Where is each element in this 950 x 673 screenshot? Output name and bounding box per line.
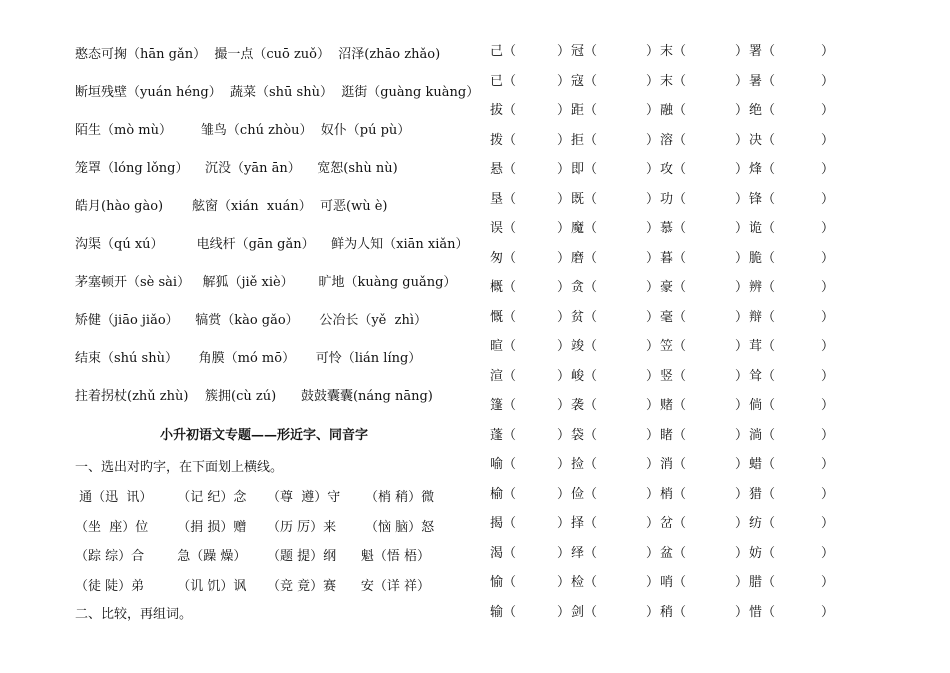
close-paren: ） <box>557 604 571 620</box>
close-paren: ） <box>821 604 835 620</box>
close-paren: ） <box>557 368 571 384</box>
compare-char: 寇（ <box>571 73 598 89</box>
compare-char: 淌（ <box>749 427 776 443</box>
close-paren: ） <box>821 457 835 472</box>
compare-char: 倘（ <box>749 398 776 413</box>
instruction-two: 二、比较，再组词。 <box>75 607 193 622</box>
compare-char: 诡（ <box>749 221 776 236</box>
compare-char: 袭（ <box>571 398 598 413</box>
close-paren: ） <box>646 604 660 620</box>
close-paren: ） <box>735 486 749 502</box>
close-paren: ） <box>557 221 571 236</box>
close-paren: ） <box>557 309 571 325</box>
compare-char: 愉（ <box>490 575 517 590</box>
close-paren: ） <box>557 486 571 502</box>
compare-char: 即（ <box>571 162 598 177</box>
close-paren: ） <box>821 575 835 590</box>
compare-char: 检（ <box>571 575 598 590</box>
close-paren: ） <box>735 132 749 148</box>
close-paren: ） <box>735 162 749 177</box>
compare-char: 暮（ <box>660 250 687 266</box>
close-paren: ） <box>821 339 835 354</box>
close-paren: ） <box>646 103 660 118</box>
pinyin-line: 拄着拐杖(zhǔ zhù) 簇拥(cù zú) 鼓鼓囊囊(náng nāng) <box>75 389 433 404</box>
close-paren: ） <box>646 191 660 207</box>
close-paren: ） <box>646 545 660 561</box>
compare-char: 末（ <box>660 44 687 59</box>
compare-char: 竣（ <box>571 339 598 354</box>
close-paren: ） <box>557 516 571 531</box>
choice-line: 通（迅 讯） （记 纪）念 （尊 遵）守 （梢 稍）微 <box>75 490 435 505</box>
close-paren: ） <box>821 132 835 148</box>
compare-char: 茸（ <box>749 339 776 354</box>
compare-char: 末（ <box>660 73 687 89</box>
compare-char: 篷（ <box>490 398 517 413</box>
pinyin-line: 陌生（mò mù） 雏鸟（chú zhòu） 奴仆（pú pù） <box>75 123 411 138</box>
close-paren: ） <box>821 162 835 177</box>
compare-char: 魔（ <box>571 221 598 236</box>
pinyin-line: 沟渠（qú xú） 电线杆（gān gǎn） 鲜为人知（xiān xiǎn） <box>75 237 469 252</box>
compare-char: 磨（ <box>571 250 598 266</box>
compare-char: 梢（ <box>660 486 687 502</box>
compare-char: 惜（ <box>749 604 776 620</box>
close-paren: ） <box>735 44 749 59</box>
compare-char: 辩（ <box>749 309 776 325</box>
compare-char: 消（ <box>660 457 687 472</box>
close-paren: ） <box>735 545 749 561</box>
compare-char: 捡（ <box>571 457 598 472</box>
close-paren: ） <box>557 132 571 148</box>
close-paren: ） <box>735 280 749 295</box>
compare-char: 署（ <box>749 44 776 59</box>
close-paren: ） <box>821 221 835 236</box>
compare-char: 榆（ <box>490 486 517 502</box>
compare-char: 慕（ <box>660 221 687 236</box>
close-paren: ） <box>557 457 571 472</box>
close-paren: ） <box>646 44 660 59</box>
compare-char: 绝（ <box>749 103 776 118</box>
close-paren: ） <box>821 398 835 413</box>
close-paren: ） <box>821 103 835 118</box>
choice-line: （徒 陡）弟 （讥 饥）讽 （竞 竟）赛 安（详 祥） <box>75 578 431 594</box>
close-paren: ） <box>735 309 749 325</box>
compare-char: 输（ <box>490 604 517 620</box>
close-paren: ） <box>557 398 571 413</box>
compare-char: 哨（ <box>660 575 687 590</box>
compare-char: 蓬（ <box>490 427 517 443</box>
close-paren: ） <box>735 516 749 531</box>
close-paren: ） <box>646 398 660 413</box>
close-paren: ） <box>646 339 660 354</box>
compare-char: 距（ <box>571 103 598 118</box>
close-paren: ） <box>646 221 660 236</box>
compare-char: 揭（ <box>490 516 517 531</box>
compare-char: 溶（ <box>660 132 687 148</box>
compare-char: 峻（ <box>571 368 598 384</box>
pinyin-line: 断垣残壁（yuán héng） 蔬菜（shū shù） 逛街（guàng kuàng） <box>75 85 480 100</box>
compare-char: 暄（ <box>490 339 517 354</box>
close-paren: ） <box>735 73 749 89</box>
compare-char: 盆（ <box>660 545 687 561</box>
close-paren: ） <box>557 575 571 590</box>
close-paren: ） <box>821 44 835 59</box>
close-paren: ） <box>735 191 749 207</box>
close-paren: ） <box>821 250 835 266</box>
compare-char: 融（ <box>660 103 687 118</box>
compare-char: 赌（ <box>660 398 687 413</box>
close-paren: ） <box>646 516 660 531</box>
compare-char: 暑（ <box>749 73 776 89</box>
close-paren: ） <box>646 162 660 177</box>
choice-line: （坐 座）位 （捐 损）赠 （历 厉）来 （恼 脑）怒 <box>75 519 435 535</box>
compare-char: 烽（ <box>749 162 776 177</box>
close-paren: ） <box>646 250 660 266</box>
instruction-one: 一、选出对旳字，在下面划上横线。 <box>75 460 284 475</box>
compare-char: 贫（ <box>571 309 598 325</box>
close-paren: ） <box>735 398 749 413</box>
close-paren: ） <box>646 457 660 472</box>
compare-char: 蜡（ <box>749 457 776 472</box>
close-paren: ） <box>557 103 571 118</box>
compare-char: 耸（ <box>749 368 776 384</box>
compare-char: 慨（ <box>490 309 517 325</box>
close-paren: ） <box>646 73 660 89</box>
compare-char: 冠（ <box>571 44 598 59</box>
close-paren: ） <box>735 427 749 443</box>
close-paren: ） <box>557 339 571 354</box>
compare-char: 睹（ <box>660 427 687 443</box>
compare-char: 渲（ <box>490 368 517 384</box>
compare-char: 笠（ <box>660 339 687 354</box>
close-paren: ） <box>821 191 835 207</box>
compare-char: 决（ <box>749 132 776 148</box>
compare-char: 纺（ <box>749 516 776 531</box>
compare-char: 岔（ <box>660 516 687 531</box>
close-paren: ） <box>646 486 660 502</box>
close-paren: ） <box>735 103 749 118</box>
close-paren: ） <box>735 250 749 266</box>
close-paren: ） <box>735 575 749 590</box>
pinyin-line: 结束（shú shù） 角膜（mó mō） 可怜（lián líng） <box>75 351 422 366</box>
compare-char: 概（ <box>490 280 517 295</box>
close-paren: ） <box>557 44 571 59</box>
close-paren: ） <box>735 604 749 620</box>
compare-char: 渴（ <box>490 545 517 561</box>
compare-char: 攻（ <box>660 162 687 177</box>
compare-char: 豪（ <box>660 280 687 295</box>
compare-char: 择（ <box>571 516 598 531</box>
compare-char: 匆（ <box>490 250 517 266</box>
compare-char: 垦（ <box>490 191 517 207</box>
close-paren: ） <box>821 486 835 502</box>
compare-char: 妨（ <box>749 545 776 561</box>
compare-char: 毫（ <box>660 309 687 325</box>
compare-char: 绎（ <box>571 545 598 561</box>
close-paren: ） <box>821 516 835 531</box>
close-paren: ） <box>735 339 749 354</box>
pinyin-line: 矫健（jiāo jiǎo） 犒赏（kào gǎo） 公冶长（yě zhì） <box>75 313 428 328</box>
close-paren: ） <box>646 309 660 325</box>
compare-char: 俭（ <box>571 486 598 502</box>
close-paren: ） <box>646 132 660 148</box>
close-paren: ） <box>557 73 571 89</box>
close-paren: ） <box>735 368 749 384</box>
close-paren: ） <box>821 309 835 325</box>
close-paren: ） <box>646 280 660 295</box>
pinyin-line: 茅塞顿开（sè sài） 解狐（jiě xiè） 旷地（kuàng guǎng） <box>75 275 457 290</box>
compare-char: 锋（ <box>749 191 776 207</box>
close-paren: ） <box>646 427 660 443</box>
close-paren: ） <box>821 545 835 561</box>
close-paren: ） <box>821 280 835 295</box>
close-paren: ） <box>821 368 835 384</box>
compare-char: 竖（ <box>660 368 687 384</box>
close-paren: ） <box>557 545 571 561</box>
close-paren: ） <box>557 191 571 207</box>
compare-char: 脆（ <box>749 250 776 266</box>
close-paren: ） <box>646 368 660 384</box>
close-paren: ） <box>821 73 835 89</box>
compare-char: 腊（ <box>749 575 776 590</box>
compare-char: 功（ <box>660 191 687 207</box>
close-paren: ） <box>557 427 571 443</box>
compare-char: 己（ <box>490 44 517 59</box>
compare-char: 贪（ <box>571 280 598 295</box>
compare-char: 拒（ <box>571 132 598 148</box>
compare-char: 拨（ <box>490 132 517 148</box>
compare-char: 袋（ <box>571 427 598 443</box>
pinyin-line: 皓月(hào gào) 舷窗（xián xuán） 可恶(wù è) <box>75 199 388 214</box>
compare-char: 辨（ <box>749 280 776 295</box>
choice-line: （踪 综）合 急（躁 燥） （题 提）纲 魁（悟 梧） <box>75 549 431 564</box>
compare-char: 稍（ <box>660 604 687 620</box>
pinyin-line: 憨态可掬（hān gǎn） 撮一点（cuō zuǒ） 沼泽(zhāo zhǎo) <box>75 47 441 62</box>
compare-char: 既（ <box>571 191 598 207</box>
compare-char: 已（ <box>490 73 517 89</box>
compare-char: 误（ <box>490 221 517 236</box>
compare-char: 拔（ <box>490 103 517 118</box>
close-paren: ） <box>557 162 571 177</box>
close-paren: ） <box>646 575 660 590</box>
compare-char: 猎（ <box>749 486 776 502</box>
close-paren: ） <box>735 457 749 472</box>
close-paren: ） <box>821 427 835 443</box>
section-title: 小升初语文专题——形近字、同音字 <box>160 428 369 443</box>
close-paren: ） <box>557 280 571 295</box>
compare-char: 喻（ <box>490 457 517 472</box>
compare-char: 悬（ <box>490 162 517 177</box>
close-paren: ） <box>735 221 749 236</box>
compare-char: 剑（ <box>571 604 598 620</box>
pinyin-line: 笼罩（lóng lǒng） 沉没（yān ān） 宽恕(shù nù) <box>75 161 398 176</box>
close-paren: ） <box>557 250 571 266</box>
